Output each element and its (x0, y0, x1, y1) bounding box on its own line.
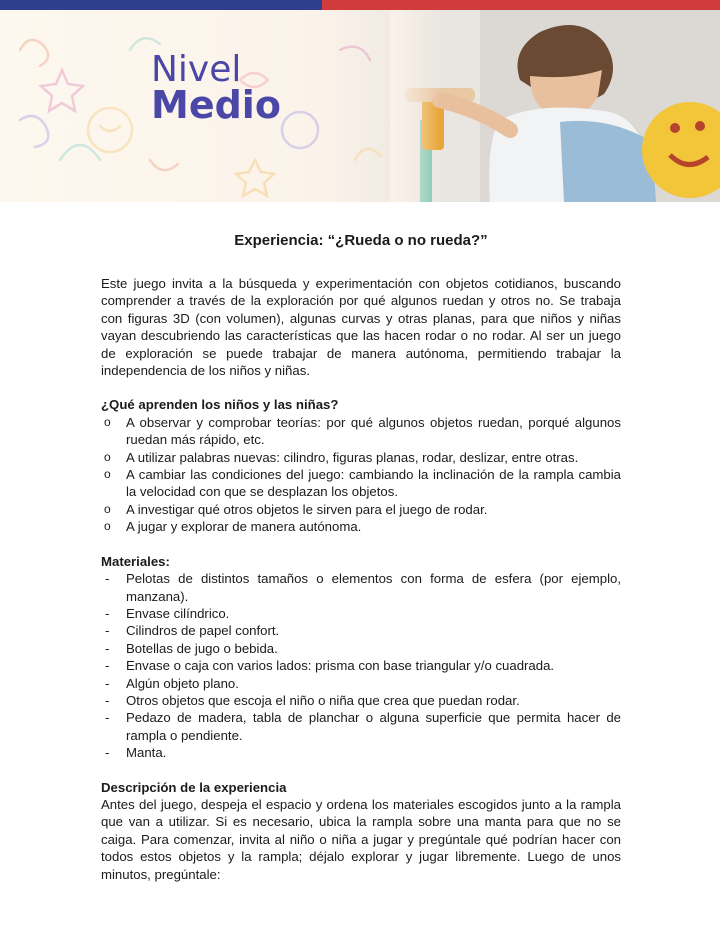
materials-list-item (101, 657, 621, 674)
learn-list-item (101, 414, 621, 449)
circle-bullet-icon: o (104, 414, 111, 429)
material-item-text: Botellas de jugo o bebida. (126, 640, 278, 656)
material-item-text: Cilindros de papel confort. (126, 623, 280, 639)
top-bar-red-segment (322, 0, 720, 10)
dash-bullet-icon: - (105, 623, 110, 639)
document-body (101, 230, 621, 883)
dash-bullet-icon: - (105, 710, 110, 726)
materials-list (101, 570, 621, 761)
circle-bullet-icon: o (104, 519, 111, 534)
material-item-text: Envase cilíndrico. (126, 605, 230, 621)
dash-bullet-icon: - (105, 692, 110, 708)
material-item-text: Pedazo de madera, tabla de planchar o alguna superficie que permita hacer de rampla o pendiente. (126, 710, 621, 743)
dash-bullet-icon: - (105, 675, 110, 691)
dash-bullet-icon: - (105, 745, 110, 761)
document-title: Experiencia: “¿Rueda o no rueda?” (234, 232, 488, 249)
learn-heading: ¿Qué aprenden los niños y las niñas? (101, 397, 339, 413)
material-item-text: Envase o caja con varios lados: prisma con base triangular y/o cuadrada. (126, 658, 555, 674)
learn-item-text: A utilizar palabras nuevas: cilindro, figuras planas, rodar, deslizar, entre otras. (126, 449, 579, 465)
level-title (151, 49, 281, 128)
top-bar-blue-segment (0, 0, 322, 10)
circle-bullet-icon: o (104, 449, 111, 464)
top-color-bar (0, 0, 720, 10)
learn-item-text: A cambiar las condiciones del juego: cambiando la inclinación de la rampla cambia la velocidad con que se desplazan los objetos. (126, 467, 621, 500)
materials-list-item (101, 675, 621, 692)
level-title-line2: Medio (151, 83, 281, 128)
circle-bullet-icon: o (104, 467, 111, 482)
learn-list-item (101, 449, 621, 466)
dash-bullet-icon: - (105, 640, 110, 656)
materials-list-item (101, 640, 621, 657)
banner-illustration (0, 10, 720, 202)
materials-list-item (101, 709, 621, 744)
description-paragraph: Antes del juego, despeja el espacio y ordena los materiales escogidos junto a la rampla que van a utilizar. Si es necesario, ubica la rampla sobre una manta para que no se caiga. Para comenzar, invita al niño o niña a jugar y pregúntale qué podrían hacer con todos estos objetos y la rampla; déjalo explorar y jugar libremente. Luego de unos minutos, pregúntale: (101, 796, 621, 882)
material-item-text: Manta. (126, 745, 167, 761)
materials-list-item (101, 622, 621, 639)
learn-list-item (101, 518, 621, 535)
header-banner (0, 10, 720, 202)
dash-bullet-icon: - (105, 605, 110, 621)
material-item-text: Algún objeto plano. (126, 675, 239, 691)
learn-item-text: A observar y comprobar teorías: por qué algunos objetos ruedan, porqué algunos ruedan más rápido, etc. (126, 414, 621, 448)
materials-list-item (101, 570, 621, 605)
material-item-text: Otros objetos que escoja el niño o niña que crea que puedan rodar. (126, 692, 520, 708)
dash-bullet-icon: - (105, 571, 110, 587)
materials-list-item (101, 605, 621, 622)
level-title-line1: Nivel (151, 49, 242, 90)
material-item-text: Pelotas de distintos tamaños o elementos con forma de esfera (por ejemplo, manzana). (126, 571, 621, 604)
learn-list (101, 414, 621, 536)
learn-item-text: A investigar qué otros objetos le sirven para el juego de rodar. (126, 501, 488, 517)
learn-item-text: A jugar y explorar de manera autónoma. (126, 519, 362, 535)
dash-bullet-icon: - (105, 658, 110, 674)
materials-list-item (101, 744, 621, 761)
materials-heading: Materiales: (101, 553, 170, 569)
description-heading: Descripción de la experiencia (101, 779, 287, 795)
learn-list-item (101, 501, 621, 518)
learn-list-item (101, 466, 621, 501)
intro-paragraph: Este juego invita a la búsqueda y experimentación con objetos cotidianos, buscando comprender a través de la exploración por qué algunos ruedan y otros no. Se trabaja con figuras 3D (con volumen), algunas curvas y otras planas, para que niños y niñas vayan descubriendo las características que las hacen rodar o no rodar. Al ser un juego de exploración se puede trabajar de manera autónoma, permitiendo trabajar la independencia de los niños y niñas. (101, 276, 621, 379)
circle-bullet-icon: o (104, 501, 111, 516)
materials-list-item (101, 692, 621, 709)
